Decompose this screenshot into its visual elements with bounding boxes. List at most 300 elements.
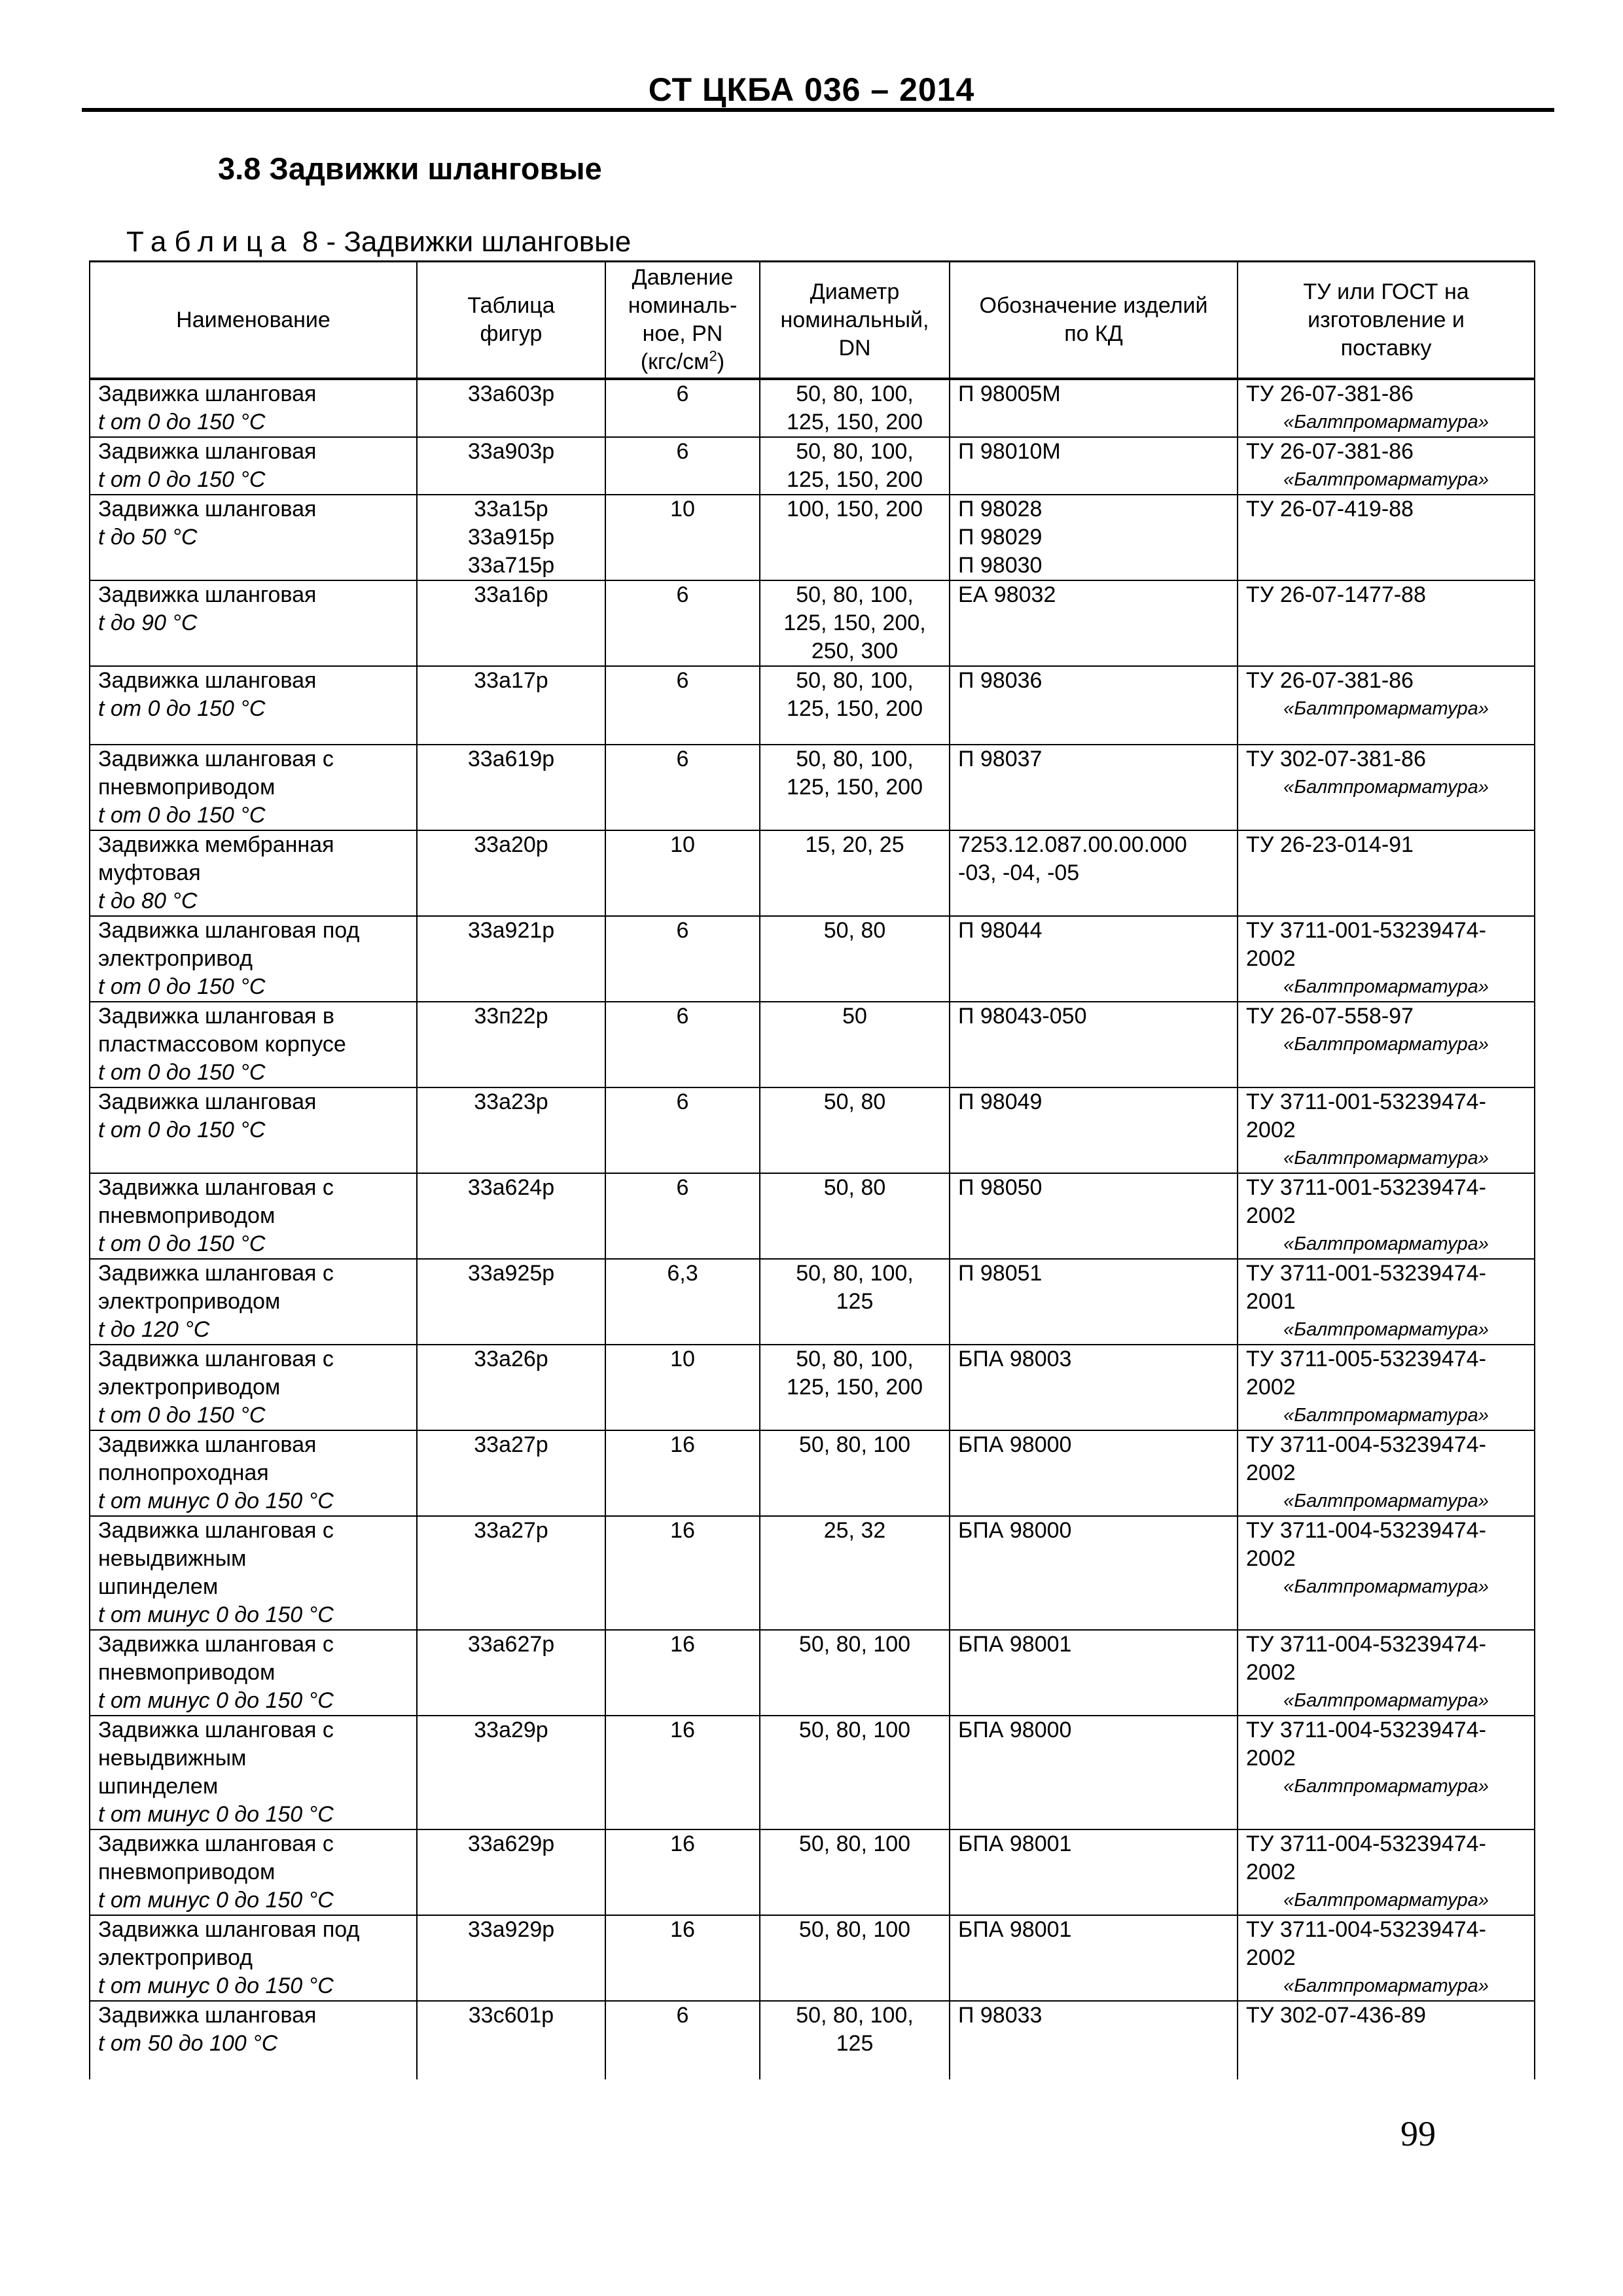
table-row	[90, 666, 1535, 745]
cell-figure-line: 33а629р	[467, 1831, 555, 1856]
cell-figure	[417, 580, 605, 666]
cell-diameter-line: 125	[836, 2031, 874, 2056]
cell-pressure: 6	[605, 437, 760, 495]
valves-table	[89, 260, 1535, 2079]
cell-diameter	[760, 745, 950, 830]
table-row	[90, 1829, 1535, 1915]
cell-name	[90, 1259, 417, 1345]
cell-name	[90, 379, 417, 437]
cell-name-line: электропривод	[98, 1945, 253, 1970]
cell-figure	[417, 1716, 605, 1829]
cell-name	[90, 1430, 417, 1516]
table-row	[90, 745, 1535, 830]
cell-kd	[950, 830, 1238, 916]
cell-tu-line: 2002	[1246, 1375, 1296, 1400]
cell-name-line: шпинделем	[98, 1774, 219, 1799]
cell-tu-line: ТУ 26-07-381-86	[1246, 381, 1414, 406]
cell-name	[90, 1345, 417, 1430]
cell-tu-line: ТУ 26-07-419-88	[1246, 497, 1414, 521]
cell-figure	[417, 495, 605, 580]
cell-diameter-line: 50, 80, 100,	[796, 668, 914, 693]
cell-diameter	[760, 580, 950, 666]
cell-diameter-line: 125, 150, 200,	[783, 610, 926, 635]
cell-name-line: муфтовая	[98, 860, 201, 885]
cell-name-line: Задвижка шланговая с	[98, 1718, 334, 1742]
cell-tu-line: ТУ 302-07-381-86	[1246, 747, 1426, 771]
cell-figure-line: 33а23р	[474, 1089, 548, 1114]
table-row	[90, 437, 1535, 495]
cell-tu	[1238, 1516, 1535, 1630]
cell-tu	[1238, 1345, 1535, 1430]
header-diameter	[760, 262, 950, 380]
cell-tu-line: ТУ 302-07-436-89	[1246, 2003, 1426, 2028]
cell-temperature: t от минус 0 до 150 °С	[98, 1688, 334, 1713]
cell-diameter	[760, 1915, 950, 2001]
cell-tu-line: ТУ 26-07-1477-88	[1246, 582, 1426, 607]
cell-diameter-line: 125, 150, 200	[787, 467, 923, 492]
cell-pressure: 10	[605, 1345, 760, 1430]
cell-kd	[950, 1430, 1238, 1516]
cell-diameter-line: 50, 80, 100,	[796, 439, 914, 464]
cell-kd-line: П 98043-050	[958, 1004, 1087, 1029]
header-figure	[417, 262, 605, 380]
cell-name-line: Задвижка шланговая под	[98, 1917, 360, 1942]
document-header-code: СТ ЦКБА 036 – 2014	[648, 71, 975, 108]
cell-kd	[950, 1516, 1238, 1630]
cell-diameter-line: 50, 80	[823, 1175, 886, 1200]
cell-kd	[950, 1829, 1238, 1915]
table-row	[90, 830, 1535, 916]
cell-diameter	[760, 1430, 950, 1516]
cell-temperature: t от минус 0 до 150 °С	[98, 1602, 334, 1627]
cell-figure-line: 33а27р	[474, 1518, 548, 1543]
cell-name-line: пневмоприводом	[98, 775, 276, 800]
cell-diameter	[760, 379, 950, 437]
cell-name-line: Задвижка шланговая	[98, 2003, 317, 2028]
cell-tu	[1238, 1430, 1535, 1516]
cell-tu-line: ТУ 3711-001-53239474-	[1246, 1261, 1486, 1286]
cell-kd	[950, 1345, 1238, 1430]
cell-tu	[1238, 2001, 1535, 2079]
cell-tu-note: «Балтпромарматура»	[1283, 1491, 1489, 1511]
header-kd-line: Обозначение изделий	[979, 293, 1208, 318]
cell-temperature: t от минус 0 до 150 °С	[98, 1489, 334, 1513]
cell-diameter-line: 25, 32	[823, 1518, 886, 1543]
table-row	[90, 1716, 1535, 1829]
cell-name-line: невыдвижным	[98, 1746, 247, 1771]
cell-pressure: 6	[605, 379, 760, 437]
cell-name-line: Задвижка шланговая в	[98, 1004, 334, 1029]
cell-kd-line: БПА 98001	[958, 1632, 1072, 1657]
cell-kd-line: БПА 98000	[958, 1432, 1072, 1457]
cell-figure-line: 33а627р	[467, 1632, 555, 1657]
cell-name	[90, 1630, 417, 1716]
table-row	[90, 1173, 1535, 1259]
header-figure-line: фигур	[480, 321, 543, 346]
cell-name	[90, 495, 417, 580]
cell-name-line: электропривод	[98, 946, 253, 971]
cell-pressure: 6	[605, 1173, 760, 1259]
cell-diameter	[760, 437, 950, 495]
header-pressure-close: )	[717, 349, 725, 374]
cell-kd	[950, 437, 1238, 495]
cell-kd-line: БПА 98001	[958, 1917, 1072, 1942]
header-tu	[1238, 262, 1535, 380]
header-pressure-line: номиналь-	[628, 293, 738, 318]
cell-name-line: пневмоприводом	[98, 1660, 276, 1685]
cell-pressure: 16	[605, 1516, 760, 1630]
cell-name-line: Задвижка шланговая	[98, 381, 317, 406]
cell-tu	[1238, 1829, 1535, 1915]
cell-tu-line: ТУ 26-23-014-91	[1246, 832, 1414, 857]
cell-figure-line: 33а16р	[474, 582, 548, 607]
cell-kd-line: -03, -04, -05	[958, 860, 1080, 885]
cell-name-line: Задвижка шланговая	[98, 497, 317, 521]
cell-tu-note: «Балтпромарматура»	[1283, 1776, 1489, 1797]
cell-kd	[950, 745, 1238, 830]
cell-name-line: электроприводом	[98, 1289, 281, 1314]
cell-temperature: t от 0 до 150 °С	[98, 696, 266, 721]
cell-name	[90, 666, 417, 745]
cell-figure-line: 33а925р	[467, 1261, 555, 1286]
cell-name-line: Задвижка шланговая под	[98, 918, 360, 943]
cell-kd	[950, 495, 1238, 580]
cell-pressure: 6	[605, 580, 760, 666]
cell-tu-line: ТУ 3711-004-53239474-	[1246, 1432, 1486, 1457]
cell-temperature: t до 90 °С	[98, 610, 198, 635]
header-kd	[950, 262, 1238, 380]
cell-pressure: 6	[605, 1087, 760, 1173]
cell-tu-note: «Балтпромарматура»	[1283, 469, 1489, 490]
cell-tu	[1238, 437, 1535, 495]
cell-diameter	[760, 2001, 950, 2079]
cell-kd-line: П 98051	[958, 1261, 1043, 1286]
cell-kd	[950, 379, 1238, 437]
cell-name-line: Задвижка шланговая	[98, 1432, 317, 1457]
cell-kd-line: ЕА 98032	[958, 582, 1056, 607]
cell-temperature: t от минус 0 до 150 °С	[98, 1802, 334, 1827]
cell-kd-line: П 98033	[958, 2003, 1043, 2028]
header-pressure-line: ное, PN	[642, 321, 723, 346]
header-kd-line: по КД	[1064, 321, 1123, 346]
cell-tu-line: 2002	[1246, 1660, 1296, 1685]
cell-figure	[417, 1430, 605, 1516]
cell-tu	[1238, 1915, 1535, 2001]
header-diameter-line: номинальный,	[780, 307, 929, 332]
cell-temperature: t до 50 °С	[98, 525, 198, 550]
section-title: 3.8 Задвижки шланговые	[218, 151, 602, 186]
cell-kd-line: П 98037	[958, 747, 1043, 771]
cell-name-line: Задвижка шланговая с	[98, 1347, 334, 1371]
cell-figure-line: 33а619р	[467, 747, 555, 771]
cell-tu-note: «Балтпромарматура»	[1283, 698, 1489, 719]
table-row	[90, 1345, 1535, 1430]
cell-figure	[417, 830, 605, 916]
cell-tu-note: «Балтпромарматура»	[1283, 1034, 1489, 1055]
cell-tu	[1238, 1002, 1535, 1087]
cell-pressure: 16	[605, 1915, 760, 2001]
cell-tu-line: ТУ 26-07-558-97	[1246, 1004, 1414, 1029]
header-pressure-line: Давление	[632, 265, 734, 290]
cell-kd-line: БПА 98001	[958, 1831, 1072, 1856]
table-row	[90, 1915, 1535, 2001]
cell-tu-line: ТУ 26-07-381-86	[1246, 668, 1414, 693]
table-row	[90, 1002, 1535, 1087]
cell-kd	[950, 1716, 1238, 1829]
cell-kd	[950, 1002, 1238, 1087]
cell-diameter-line: 50, 80, 100,	[796, 747, 914, 771]
cell-tu-line: ТУ 26-07-381-86	[1246, 439, 1414, 464]
table-row	[90, 495, 1535, 580]
cell-tu-line: 2002	[1246, 946, 1296, 971]
cell-figure	[417, 1173, 605, 1259]
cell-kd-line: БПА 98000	[958, 1718, 1072, 1742]
cell-pressure: 10	[605, 830, 760, 916]
cell-tu-line: ТУ 3711-005-53239474-	[1246, 1347, 1486, 1371]
cell-temperature: t от 0 до 150 °С	[98, 1060, 266, 1085]
cell-temperature: t от 0 до 150 °С	[98, 1403, 266, 1428]
cell-figure-line: 33п22р	[474, 1004, 548, 1029]
cell-tu-line: 2002	[1246, 1203, 1296, 1228]
header-tu-line: поставку	[1340, 335, 1432, 361]
cell-diameter-line: 50, 80, 100,	[796, 1347, 914, 1371]
cell-diameter	[760, 1516, 950, 1630]
header-pressure-exponent: 2	[709, 347, 717, 364]
cell-kd-line: П 98028	[958, 497, 1043, 521]
cell-temperature: t от 0 до 150 °С	[98, 467, 266, 492]
cell-name	[90, 1002, 417, 1087]
table-row	[90, 1516, 1535, 1630]
cell-figure-line: 33а27р	[474, 1432, 548, 1457]
cell-figure	[417, 1259, 605, 1345]
cell-diameter	[760, 495, 950, 580]
cell-diameter	[760, 666, 950, 745]
cell-figure	[417, 916, 605, 1002]
cell-figure-line: 33а29р	[474, 1718, 548, 1742]
cell-name	[90, 1173, 417, 1259]
cell-name-line: Задвижка шланговая с	[98, 1261, 334, 1286]
cell-tu-note: «Балтпромарматура»	[1283, 412, 1489, 433]
cell-tu-note: «Балтпромарматура»	[1283, 777, 1489, 798]
cell-tu-line: ТУ 3711-001-53239474-	[1246, 1089, 1486, 1114]
cell-tu-line: 2002	[1246, 1118, 1296, 1142]
cell-tu-note: «Балтпромарматура»	[1283, 1576, 1489, 1597]
cell-diameter	[760, 916, 950, 1002]
cell-figure-line: 33а921р	[467, 918, 555, 943]
header-diameter-line: DN	[838, 335, 871, 361]
cell-diameter-line: 50, 80, 100	[798, 1432, 911, 1457]
cell-tu-note: «Балтпромарматура»	[1283, 976, 1489, 997]
cell-temperature: t до 120 °С	[98, 1317, 210, 1342]
cell-figure	[417, 1630, 605, 1716]
cell-diameter-line: 50, 80, 100	[798, 1917, 911, 1942]
cell-diameter-line: 125, 150, 200	[787, 696, 923, 721]
cell-diameter	[760, 1829, 950, 1915]
cell-kd	[950, 1630, 1238, 1716]
cell-name	[90, 745, 417, 830]
cell-name	[90, 437, 417, 495]
cell-name-line: Задвижка шланговая с	[98, 1632, 334, 1657]
cell-tu	[1238, 1259, 1535, 1345]
cell-figure	[417, 745, 605, 830]
table-header	[90, 262, 1535, 380]
cell-tu	[1238, 830, 1535, 916]
table-row	[90, 580, 1535, 666]
cell-kd	[950, 2001, 1238, 2079]
cell-kd-line: П 98005М	[958, 381, 1061, 406]
cell-tu-note: «Балтпромарматура»	[1283, 1233, 1489, 1254]
cell-diameter	[760, 1259, 950, 1345]
cell-diameter	[760, 1002, 950, 1087]
cell-pressure: 6	[605, 666, 760, 745]
cell-temperature: t от 0 до 150 °С	[98, 1118, 266, 1142]
cell-tu	[1238, 1630, 1535, 1716]
cell-name-line: шпинделем	[98, 1574, 219, 1599]
cell-figure-line: 33а603р	[467, 381, 555, 406]
cell-name-line: пластмассовом корпусе	[98, 1032, 346, 1057]
cell-temperature: t от минус 0 до 150 °С	[98, 1973, 334, 1998]
cell-kd-line: П 98029	[958, 525, 1043, 550]
cell-kd	[950, 666, 1238, 745]
table-caption-rest: 8 - Задвижки шланговые	[294, 226, 632, 258]
cell-name	[90, 830, 417, 916]
cell-pressure: 16	[605, 1630, 760, 1716]
cell-kd-line: П 98010М	[958, 439, 1061, 464]
cell-name-line: пневмоприводом	[98, 1860, 276, 1884]
cell-pressure: 6	[605, 745, 760, 830]
cell-tu-note: «Балтпромарматура»	[1283, 1148, 1489, 1169]
table-header-row	[90, 262, 1535, 380]
cell-tu	[1238, 1173, 1535, 1259]
cell-pressure: 16	[605, 1829, 760, 1915]
cell-tu-line: ТУ 3711-001-53239474-	[1246, 1175, 1486, 1200]
cell-figure	[417, 1516, 605, 1630]
cell-diameter-line: 50, 80, 100	[798, 1718, 911, 1742]
cell-name	[90, 1516, 417, 1630]
cell-figure-line: 33а26р	[474, 1347, 548, 1371]
header-pressure	[605, 262, 760, 380]
table-row	[90, 379, 1535, 437]
cell-name	[90, 1716, 417, 1829]
cell-pressure: 6	[605, 2001, 760, 2079]
cell-tu-line: 2002	[1246, 1746, 1296, 1771]
cell-tu-line: 2002	[1246, 1860, 1296, 1884]
cell-name-line: Задвижка шланговая с	[98, 747, 334, 771]
table-row	[90, 916, 1535, 1002]
cell-pressure: 6	[605, 916, 760, 1002]
cell-kd	[950, 916, 1238, 1002]
table-row	[90, 1087, 1535, 1173]
table-caption	[126, 226, 631, 258]
cell-diameter-line: 125, 150, 200	[787, 1375, 923, 1400]
cell-kd-line: БПА 98000	[958, 1518, 1072, 1543]
cell-tu-note: «Балтпромарматура»	[1283, 1890, 1489, 1911]
cell-figure-line: 33а20р	[474, 832, 548, 857]
cell-name	[90, 580, 417, 666]
cell-tu-line: 2001	[1246, 1289, 1296, 1314]
cell-tu	[1238, 379, 1535, 437]
header-pressure-unit: (кгс/см	[640, 349, 709, 374]
cell-name-line: Задвижка шланговая с	[98, 1518, 334, 1543]
header-name: Наименование	[90, 262, 417, 380]
cell-temperature: t от 0 до 150 °С	[98, 803, 266, 828]
cell-figure-line: 33а915р	[467, 525, 555, 550]
cell-figure	[417, 379, 605, 437]
cell-figure-line: 33а15р	[474, 497, 548, 521]
cell-name-line: Задвижка шланговая	[98, 439, 317, 464]
cell-figure-line: 33а17р	[474, 668, 548, 693]
cell-pressure: 6,3	[605, 1259, 760, 1345]
cell-tu	[1238, 495, 1535, 580]
cell-tu-line: ТУ 3711-004-53239474-	[1246, 1718, 1486, 1742]
cell-name-line: Задвижка шланговая	[98, 582, 317, 607]
cell-figure-line: 33а903р	[467, 439, 555, 464]
cell-diameter-line: 15, 20, 25	[805, 832, 904, 857]
cell-temperature: t от 0 до 150 °С	[98, 410, 266, 434]
cell-figure-line: 33с601р	[468, 2003, 554, 2028]
cell-kd-line: П 98036	[958, 668, 1043, 693]
cell-diameter	[760, 1345, 950, 1430]
cell-kd	[950, 1259, 1238, 1345]
cell-figure	[417, 666, 605, 745]
cell-figure	[417, 437, 605, 495]
cell-diameter	[760, 830, 950, 916]
cell-temperature: t от 0 до 150 °С	[98, 1231, 266, 1256]
cell-tu-line: ТУ 3711-004-53239474-	[1246, 1518, 1486, 1543]
header-diameter-line: Диаметр	[810, 279, 900, 304]
cell-figure-line: 33а624р	[467, 1175, 555, 1200]
cell-diameter-line: 250, 300	[811, 639, 899, 663]
cell-diameter-line: 50, 80, 100,	[796, 2003, 914, 2028]
header-tu-line: изготовление и	[1308, 307, 1465, 332]
cell-diameter-line: 50, 80	[823, 918, 886, 943]
cell-name-line: полнопроходная	[98, 1460, 269, 1485]
page-number: 99	[1400, 2114, 1436, 2153]
cell-pressure: 16	[605, 1716, 760, 1829]
cell-name-line: Задвижка шланговая	[98, 668, 317, 693]
table-caption-word: Таблица	[126, 226, 294, 258]
cell-figure	[417, 1829, 605, 1915]
cell-tu-line: 2002	[1246, 1460, 1296, 1485]
cell-tu-line: 2002	[1246, 1945, 1296, 1970]
cell-diameter	[760, 1716, 950, 1829]
cell-figure	[417, 1087, 605, 1173]
cell-tu-note: «Балтпромарматура»	[1283, 1405, 1489, 1426]
cell-kd-line: П 98050	[958, 1175, 1043, 1200]
cell-figure	[417, 1345, 605, 1430]
cell-diameter-line: 125	[836, 1289, 874, 1314]
cell-kd-line: П 98049	[958, 1089, 1043, 1114]
cell-figure	[417, 1915, 605, 2001]
cell-kd-line: 7253.12.087.00.00.000	[958, 832, 1187, 857]
cell-name-line: Задвижка мембранная	[98, 832, 334, 857]
cell-kd	[950, 1915, 1238, 2001]
cell-temperature: t от 0 до 150 °С	[98, 974, 266, 999]
cell-tu	[1238, 666, 1535, 745]
cell-tu	[1238, 745, 1535, 830]
cell-tu-note: «Балтпромарматура»	[1283, 1319, 1489, 1340]
cell-tu	[1238, 916, 1535, 1002]
cell-name-line: пневмоприводом	[98, 1203, 276, 1228]
table-row	[90, 1430, 1535, 1516]
cell-tu	[1238, 1087, 1535, 1173]
cell-tu-line: ТУ 3711-004-53239474-	[1246, 1917, 1486, 1942]
cell-figure-line: 33а715р	[467, 553, 555, 578]
cell-name-line: Задвижка шланговая с	[98, 1831, 334, 1856]
cell-tu-note: «Балтпромарматура»	[1283, 1690, 1489, 1711]
cell-name	[90, 1087, 417, 1173]
cell-kd	[950, 1087, 1238, 1173]
